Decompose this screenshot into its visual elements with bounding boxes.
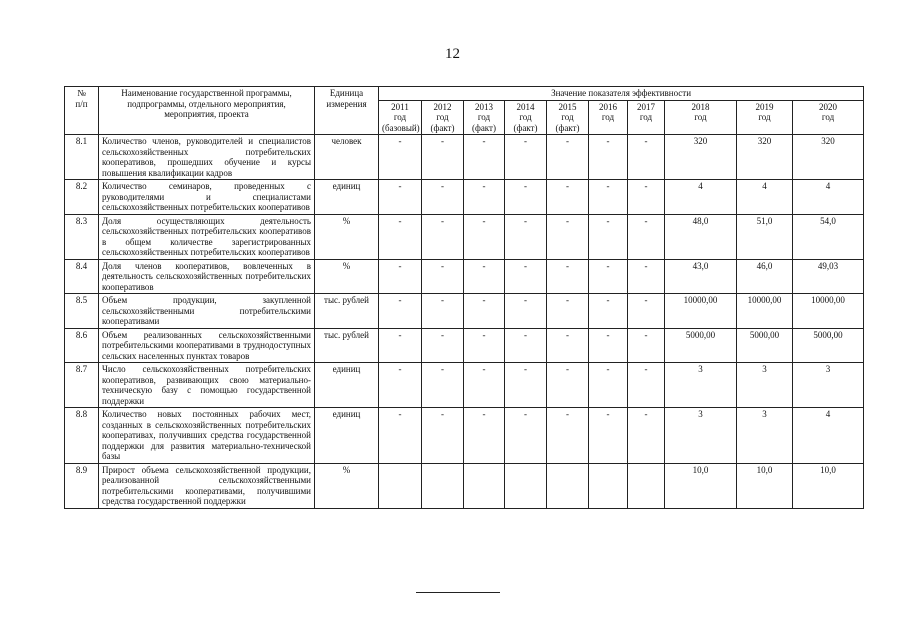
page-number: 12 [445,46,460,62]
row-value: 5000,00 [665,328,737,363]
row-value: 10000,00 [737,294,793,329]
row-value: - [505,214,547,259]
header-year-2017 [628,100,665,135]
header-year-2018 [665,100,737,135]
row-value: 10,0 [737,463,793,508]
row-value: - [547,259,589,294]
row-value: - [547,180,589,215]
row-value: - [464,328,505,363]
row-value: 46,0 [737,259,793,294]
row-name: Количество членов, руководителей и специалистов сельскохозяйственных потребительских кооперативов, прошедших обучение и курсы повышения квалификации кадров [99,135,315,180]
row-unit: человек [315,135,379,180]
header-year-label: 2019 [755,101,774,112]
header-year-2016 [589,100,628,135]
row-value: - [422,214,464,259]
row-value: - [547,214,589,259]
row-value: - [628,408,665,464]
row-value: - [464,135,505,180]
header-year-2012 [422,100,464,135]
row-num: 8.6 [65,328,99,363]
row-value: - [379,328,422,363]
header-year-label: 2012 [433,101,452,112]
row-value: - [547,363,589,408]
row-value: - [547,294,589,329]
row-value: 49,03 [793,259,864,294]
row-value: - [505,259,547,294]
row-value: 3 [737,408,793,464]
row-value: - [379,294,422,329]
row-value: 10,0 [793,463,864,508]
row-unit: % [315,259,379,294]
row-value: 54,0 [793,214,864,259]
row-name: Прирост объема сельскохозяйственной продукции, реализованной сельскохозяйственными потребительскими кооперативами, получившими средства государственной поддержки [99,463,315,508]
header-num: № п/п [65,87,99,135]
row-value: - [628,294,665,329]
row-unit: единиц [315,363,379,408]
row-value: - [464,180,505,215]
header-year-sub: год [639,112,653,122]
row-value: - [547,135,589,180]
table-row [65,363,864,408]
row-value: 5000,00 [737,328,793,363]
row-value: - [589,180,628,215]
row-num: 8.5 [65,294,99,329]
row-value: 4 [665,180,737,215]
row-num: 8.2 [65,180,99,215]
row-name: Число сельскохозяйственных потребительских кооперативов, развивающих свою материально-техническую базу с помощью государственной поддержки [99,363,315,408]
row-value: 3 [665,363,737,408]
row-value: 4 [737,180,793,215]
row-value: - [379,135,422,180]
row-value: 10,0 [665,463,737,508]
row-value: 320 [665,135,737,180]
header-year-sub: год (факт) [430,112,455,133]
table-row [65,294,864,329]
row-value: - [547,328,589,363]
row-unit: единиц [315,180,379,215]
header-year-label: 2016 [599,101,617,112]
row-value: - [422,259,464,294]
header-year-2015 [547,100,589,135]
header-year-label: 2011 [391,101,409,112]
row-value: - [589,363,628,408]
header-year-label: 2014 [516,101,535,112]
table-row [65,259,864,294]
header-year-sub: год [821,112,835,122]
row-unit: единиц [315,408,379,464]
header-year-sub: год [758,112,771,122]
row-value: - [547,408,589,464]
table-row [65,135,864,180]
row-value: 48,0 [665,214,737,259]
header-unit: Единица измерения [315,87,379,135]
table-body [65,135,864,509]
row-value: - [505,408,547,464]
row-value [379,463,422,508]
row-num: 8.8 [65,408,99,464]
row-value: - [589,259,628,294]
row-value: - [589,135,628,180]
header-year-2011 [379,100,422,135]
header-year-label: 2013 [475,101,493,112]
row-value [505,463,547,508]
row-value: - [589,214,628,259]
row-name: Количество семинаров, проведенных с руководителями и специалистами сельскохозяйственных потребительских кооперативов [99,180,315,215]
indicators-table [64,86,864,509]
table-row [65,328,864,363]
row-value: 4 [793,180,864,215]
header-year-sub: год (факт) [555,112,580,133]
header-name: Наименование государственной программы, подпрограммы, отдельного мероприятия, мероприятия, проекта [99,87,315,135]
row-value: 10000,00 [793,294,864,329]
row-value: - [422,180,464,215]
row-value: - [422,135,464,180]
header-year-label: 2017 [637,101,655,112]
table-row [65,180,864,215]
row-value: - [464,214,505,259]
row-value: - [589,294,628,329]
row-name: Доля осуществляющих деятельность сельскохозяйственных потребительских кооперативов в общем количестве зарегистрированных сельскохозяйственных потребительских кооперативов [99,214,315,259]
row-value: 3 [793,363,864,408]
row-value: - [505,294,547,329]
row-name: Объем продукции, закупленной сельскохозяйственными потребительскими кооперативами [99,294,315,329]
header-values-title: Значение показателя эффективности [379,87,864,101]
row-value: - [422,328,464,363]
row-unit: тыс. рублей [315,328,379,363]
row-value: - [628,328,665,363]
row-value: - [628,259,665,294]
row-value: 4 [793,408,864,464]
header-year-sub: год (факт) [471,112,496,133]
row-unit: тыс. рублей [315,294,379,329]
row-num: 8.1 [65,135,99,180]
row-value [547,463,589,508]
row-num: 8.7 [65,363,99,408]
row-value: - [422,294,464,329]
header-year-sub: год (базовый) [382,112,420,133]
row-value: - [422,408,464,464]
row-value: - [464,259,505,294]
row-value: 43,0 [665,259,737,294]
header-row [65,87,864,101]
header-year-label: 2015 [558,101,577,112]
header-year-sub: год (факт) [513,112,538,133]
row-unit: % [315,214,379,259]
header-year-sub: год [694,112,707,122]
row-value: 51,0 [737,214,793,259]
row-num: 8.4 [65,259,99,294]
row-value: 10000,00 [665,294,737,329]
header-year-2019 [737,100,793,135]
row-num: 8.9 [65,463,99,508]
row-name: Количество новых постоянных рабочих мест, созданных в сельскохозяйственных потребительских кооперативах, получивших средства государственной поддержки для развития материально-технической базы [99,408,315,464]
row-value: 3 [737,363,793,408]
header-year-sub: год [601,112,615,122]
header-year-label: 2020 [819,101,838,112]
row-value: - [505,135,547,180]
row-value: - [628,180,665,215]
row-value: - [379,180,422,215]
row-value: 320 [737,135,793,180]
row-value: - [464,408,505,464]
row-value: - [628,135,665,180]
row-value: - [505,363,547,408]
row-value: - [464,363,505,408]
row-name: Объем реализованных сельскохозяйственными потребительскими кооперативами в труднодоступных сельских населенных пунктах товаров [99,328,315,363]
row-value: - [464,294,505,329]
row-value [464,463,505,508]
row-value [628,463,665,508]
row-value [589,463,628,508]
row-value: - [589,408,628,464]
header-year-2013 [464,100,505,135]
row-value: - [379,259,422,294]
row-value: - [379,363,422,408]
row-value: - [379,408,422,464]
row-value: 5000,00 [793,328,864,363]
row-value: 3 [665,408,737,464]
row-num: 8.3 [65,214,99,259]
header-year-2014 [505,100,547,135]
row-value: 320 [793,135,864,180]
row-value: - [628,214,665,259]
row-value: - [505,328,547,363]
table-row [65,463,864,508]
footer-line [416,592,500,593]
row-value: - [589,328,628,363]
table-row [65,214,864,259]
row-unit: % [315,463,379,508]
row-value: - [422,363,464,408]
row-value: - [505,180,547,215]
row-value: - [628,363,665,408]
header-year-2020 [793,100,864,135]
header-year-label: 2018 [691,101,710,112]
row-value [422,463,464,508]
table-row [65,408,864,464]
row-name: Доля членов кооперативов, вовлеченных в деятельность сельскохозяйственных потребительских кооперативов [99,259,315,294]
row-value: - [379,214,422,259]
